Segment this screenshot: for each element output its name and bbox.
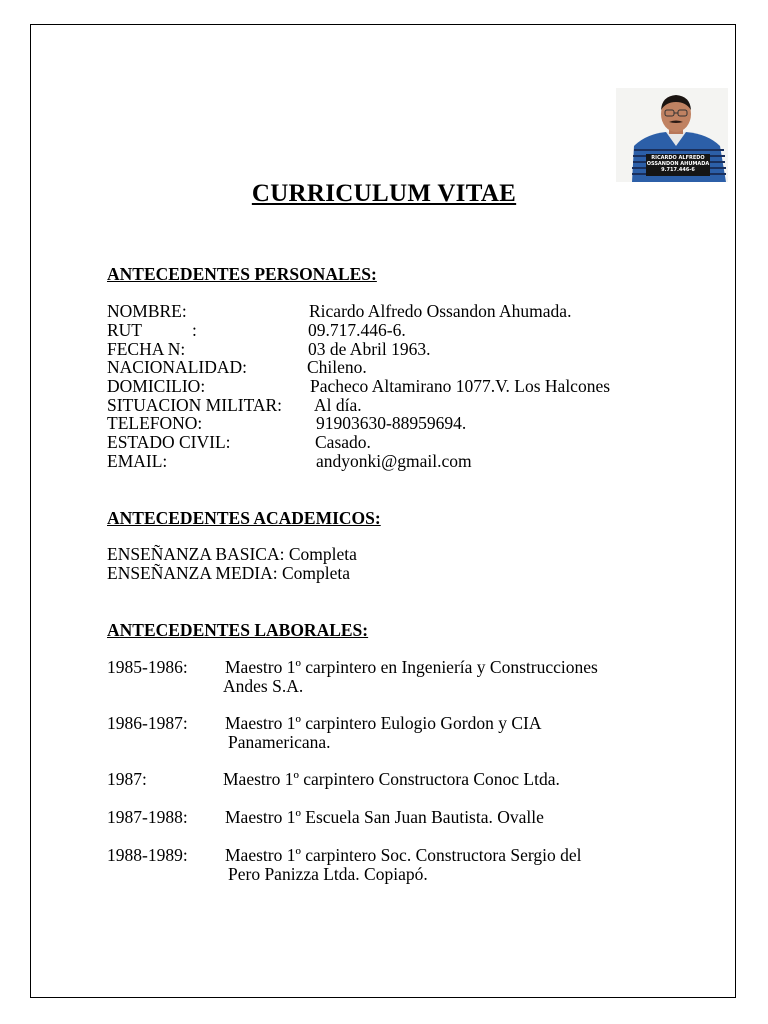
academic-media: ENSEÑANZA MEDIA: Completa	[107, 563, 351, 583]
profile-photo	[616, 88, 728, 182]
value-rut: 09.717.446-6.	[308, 320, 406, 340]
work-heading: ANTECEDENTES LABORALES:	[107, 620, 369, 640]
work-desc-line1: Maestro 1º carpintero Soc. Constructora Sergio del	[225, 845, 582, 865]
value-domicilio: Pacheco Altamirano 1077.V. Los Halcones	[310, 376, 611, 396]
work-desc-line2: Panamericana.	[228, 732, 331, 752]
value-fecha: 03 de Abril 1963.	[308, 339, 431, 359]
work-desc-line2: Andes S.A.	[223, 676, 304, 696]
value-email: andyonki@gmail.com	[316, 451, 472, 471]
value-nacionalidad: Chileno.	[307, 357, 367, 377]
label-rut: RUT	[107, 320, 142, 340]
value-situacion-militar: Al día.	[314, 395, 362, 415]
label-rut-colon: :	[192, 320, 197, 340]
work-desc-line1: Maestro 1º carpintero Constructora Conoc Ltda.	[223, 769, 560, 789]
photo-caption	[646, 155, 710, 173]
label-estado-civil: ESTADO CIVIL:	[107, 432, 231, 452]
work-desc-line1: Maestro 1º Escuela San Juan Bautista. Ovalle	[225, 807, 544, 827]
label-fecha: FECHA N:	[107, 339, 186, 359]
caption-name-line1: RICARDO ALFREDO	[651, 155, 705, 161]
label-situacion-militar: SITUACION MILITAR:	[107, 395, 283, 415]
label-telefono: TELEFONO:	[107, 413, 203, 433]
work-years: 1987:	[107, 769, 147, 789]
page-title: CURRICULUM VITAE	[251, 180, 517, 207]
work-desc-line2: Pero Panizza Ltda. Copiapó.	[228, 864, 428, 884]
work-desc-line1: Maestro 1º carpintero Eulogio Gordon y CIA	[225, 713, 542, 733]
academic-heading: ANTECEDENTES ACADEMICOS:	[107, 508, 381, 528]
work-years: 1988-1989:	[107, 845, 188, 865]
work-years: 1985-1986:	[107, 657, 188, 677]
work-years: 1987-1988:	[107, 807, 188, 827]
work-desc-line1: Maestro 1º carpintero en Ingeniería y Construcciones	[225, 657, 598, 677]
value-telefono: 91903630-88959694.	[316, 413, 467, 433]
academic-basica: ENSEÑANZA BASICA: Completa	[107, 544, 357, 564]
label-nombre: NOMBRE:	[107, 301, 187, 321]
label-domicilio: DOMICILIO:	[107, 376, 206, 396]
personal-heading: ANTECEDENTES PERSONALES:	[107, 264, 377, 284]
label-email: EMAIL:	[107, 451, 168, 471]
label-nacionalidad: NACIONALIDAD:	[107, 357, 247, 377]
value-nombre: Ricardo Alfredo Ossandon Ahumada.	[309, 301, 572, 321]
value-estado-civil: Casado.	[315, 432, 371, 452]
caption-name-line2: OSSANDON AHUMADA	[646, 161, 710, 167]
caption-rut: 9.717.446-6	[661, 167, 695, 173]
work-years: 1986-1987:	[107, 713, 188, 733]
